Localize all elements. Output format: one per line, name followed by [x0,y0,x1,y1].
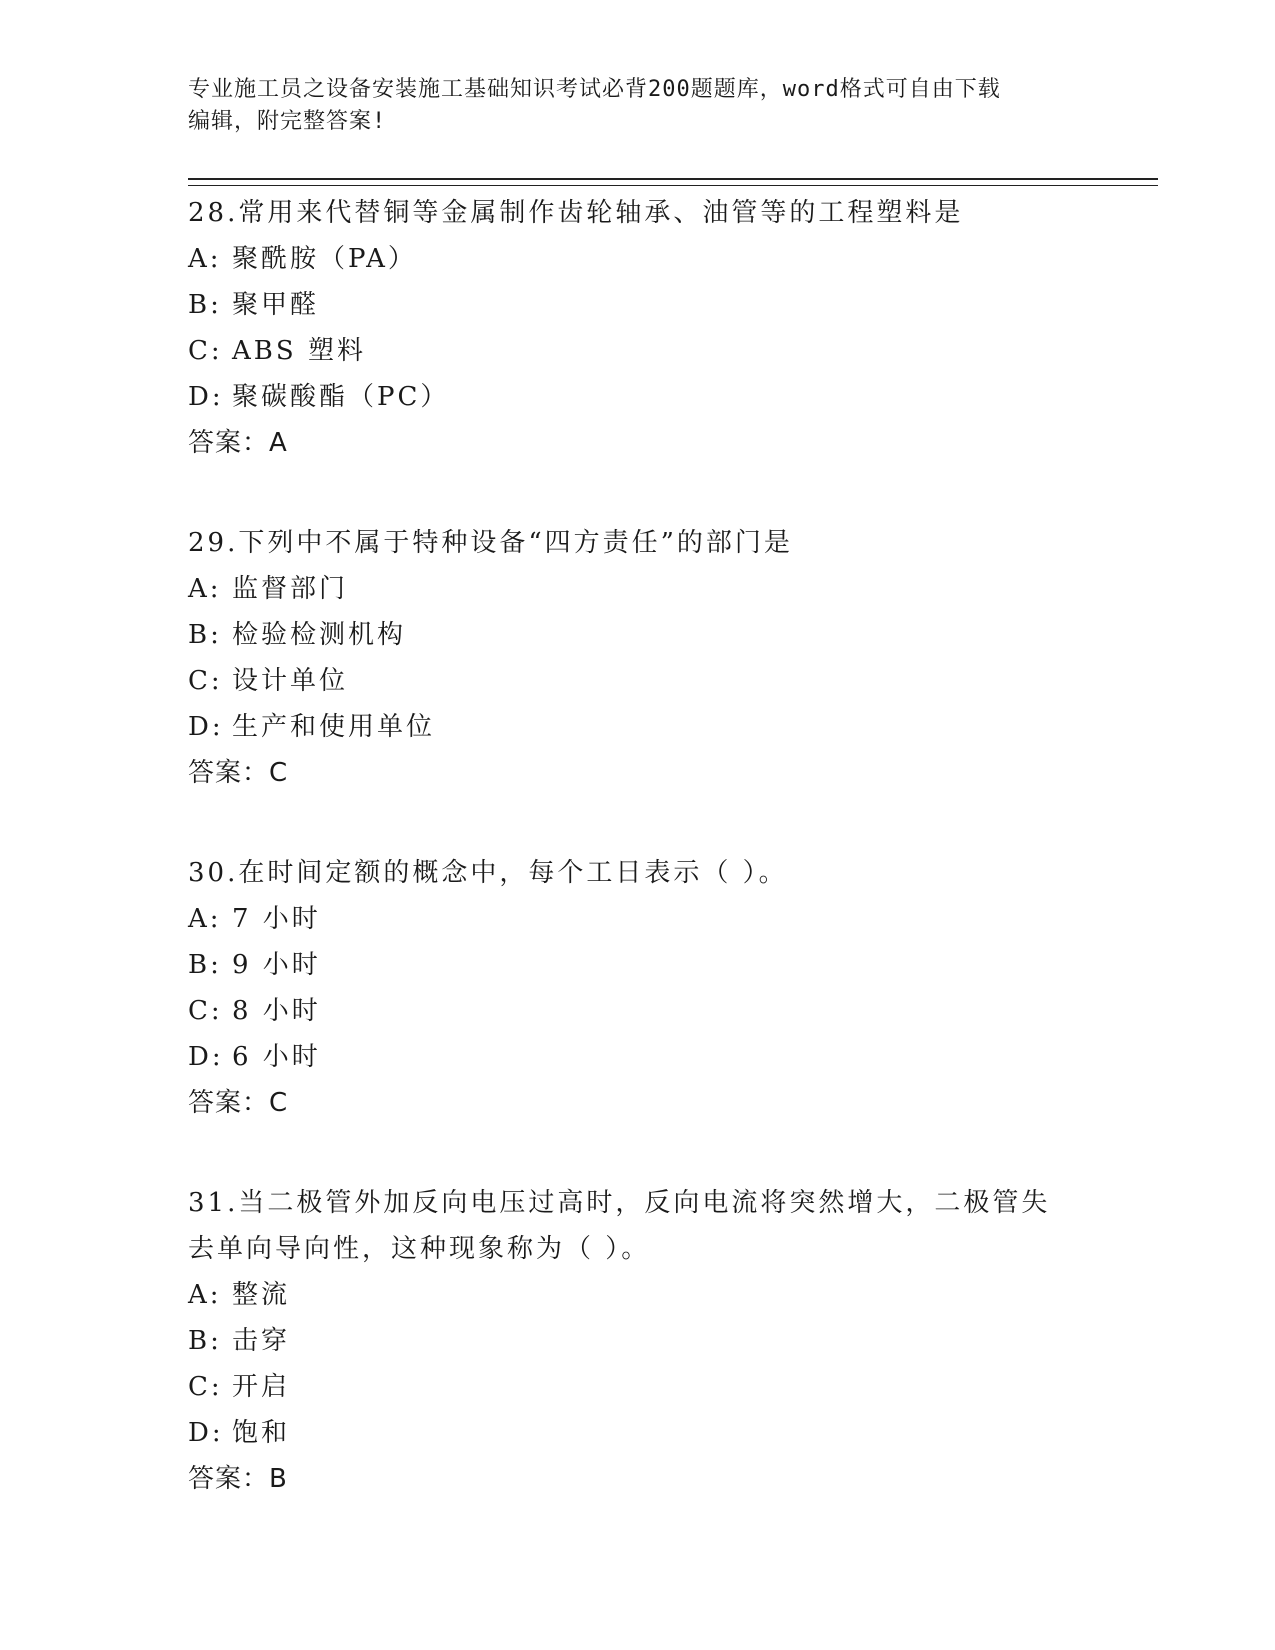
option-letter: D: [188,1418,224,1448]
option-a [188,566,1168,612]
question-29 [188,520,1168,796]
option-c [188,988,1168,1034]
option-a [188,236,1168,282]
option-letter: B: [188,950,222,980]
question-title: 29.下列中不属于特种设备“四方责任”的部门是 [188,528,793,558]
option-text: 聚酰胺（PA） [232,244,417,274]
answer-line: 答案：A [188,428,288,458]
answer-line: 答案：C [188,1088,289,1118]
option-text: 6 小时 [232,1042,321,1072]
option-text: 聚甲醛 [232,290,320,320]
option-letter: C: [188,336,223,366]
header-divider [188,178,1158,186]
option-d [188,1034,1168,1080]
question-30 [188,850,1168,1126]
option-letter: D: [188,1042,224,1072]
option-text: 生产和使用单位 [232,712,436,742]
option-letter: C: [188,666,223,696]
answer-line: 答案：C [188,758,289,788]
option-b [188,942,1168,988]
option-letter: C: [188,1372,223,1402]
option-text: 监督部门 [232,574,349,604]
option-b [188,282,1168,328]
option-b [188,1318,1168,1364]
question-title: 31.当二极管外加反向电压过高时，反向电流将突然增大，二极管失去单向导向性，这种现象称为（ ）。 [188,1188,1051,1264]
option-d [188,374,1168,420]
option-c [188,658,1168,704]
option-c [188,328,1168,374]
option-b [188,612,1168,658]
answer-line: 答案：B [188,1464,288,1494]
option-letter: A: [188,574,222,604]
question-title: 28.常用来代替铜等金属制作齿轮轴承、油管等的工程塑料是 [188,198,964,228]
option-a [188,896,1168,942]
option-d [188,1410,1168,1456]
option-text: 检验检测机构 [232,620,407,650]
option-text: 7 小时 [232,904,321,934]
option-letter: A: [188,1280,222,1310]
option-text: 开启 [232,1372,291,1402]
option-text: 击穿 [232,1326,291,1356]
option-letter: B: [188,620,222,650]
option-letter: A: [188,244,222,274]
option-c [188,1364,1168,1410]
option-text: 设计单位 [232,666,349,696]
question-title: 30.在时间定额的概念中，每个工日表示（ ）。 [188,858,788,888]
question-28 [188,190,1168,466]
header-line-1: 专业施工员之设备安装施工基础知识考试必背200题题库，word格式可自由下载 [188,77,1001,102]
option-letter: B: [188,290,222,320]
option-letter: C: [188,996,223,1026]
option-text: 整流 [232,1280,291,1310]
option-text: 8 小时 [232,996,321,1026]
option-text: 聚碳酸酯（PC） [232,382,450,412]
option-letter: D: [188,382,224,412]
question-31 [188,1180,1168,1502]
header-line-2: 编辑，附完整答案! [188,109,387,134]
option-letter: D: [188,712,224,742]
document-header [188,74,1088,138]
option-text: ABS 塑料 [232,336,366,366]
option-d [188,704,1168,750]
option-letter: A: [188,904,222,934]
option-text: 9 小时 [232,950,321,980]
option-letter: B: [188,1326,222,1356]
question-list [188,190,1168,1556]
option-text: 饱和 [232,1418,291,1448]
option-a [188,1272,1168,1318]
